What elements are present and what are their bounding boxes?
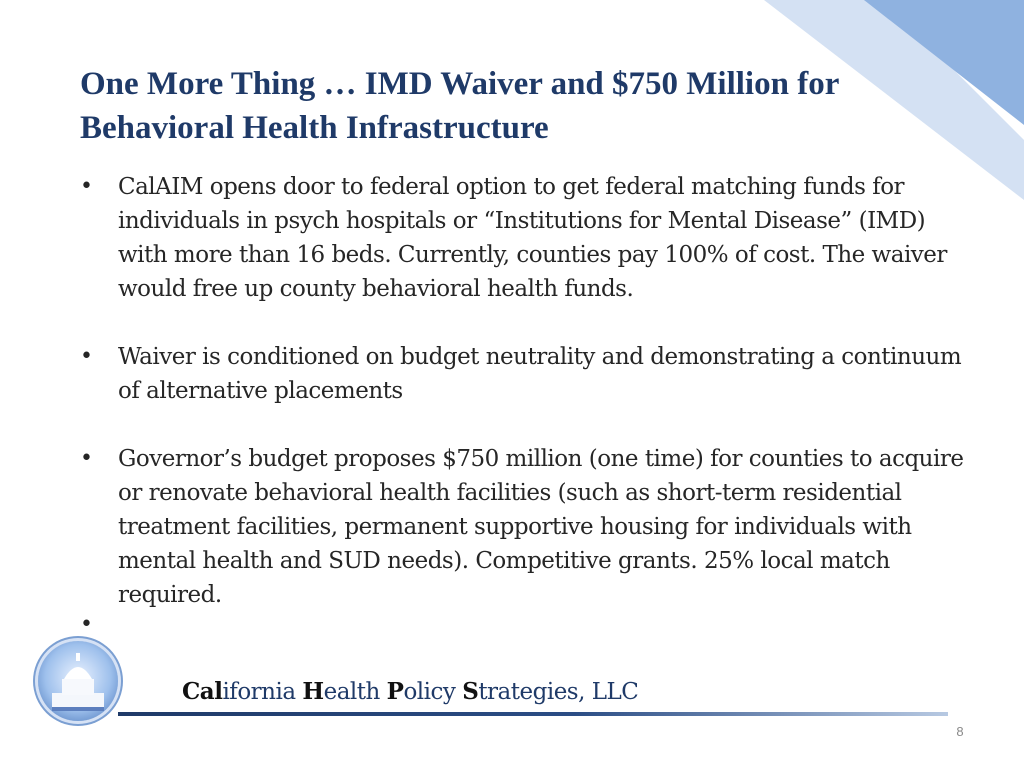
bullet-item bbox=[80, 442, 980, 612]
company-part-rest: ealth bbox=[323, 679, 387, 705]
bullet-dot: • bbox=[80, 174, 93, 199]
company-initial-h: H bbox=[302, 678, 324, 705]
bullet-item bbox=[80, 170, 980, 306]
bullet-text: Waiver is conditioned on budget neutrality and demonstrating a continuum of alternative placements bbox=[118, 344, 962, 404]
company-initial-cal: Cal bbox=[182, 678, 223, 705]
capitol-dome-seal-icon bbox=[38, 641, 118, 721]
capitol-dome-graphic bbox=[38, 641, 118, 721]
company-part-rest: trategies, LLC bbox=[478, 679, 639, 705]
bullet-dot: • bbox=[80, 612, 93, 637]
company-initial-s: S bbox=[462, 678, 479, 705]
bullet-item bbox=[80, 340, 980, 408]
company-initial-p: P bbox=[386, 678, 404, 705]
company-part-rest: olicy bbox=[403, 679, 463, 705]
bullet-list bbox=[80, 170, 980, 646]
bullet-dot: • bbox=[80, 344, 93, 369]
company-name bbox=[182, 678, 638, 705]
slide-title: One More Thing … IMD Waiver and $750 Million for Behavioral Health Infrastructure bbox=[80, 66, 839, 146]
footer-rule bbox=[118, 712, 948, 716]
bullet-dot: • bbox=[80, 446, 93, 471]
bullet-text: CalAIM opens door to federal option to get federal matching funds for individuals in psych hospitals or “Institutions for Mental Disease” (IMD) with more than 16 beds. Currently, counties pay 100% of cost. The waiver would free up county behavioral health funds. bbox=[118, 174, 947, 302]
company-part-rest: ifornia bbox=[222, 679, 303, 705]
bullet-text: Governor’s budget proposes $750 million (one time) for counties to acquire or renovate behavioral health facilities (such as short-term residential treatment facilities, permanent supportive housing for individuals with mental health and SUD needs). Competitive grants. 25% local match required. bbox=[118, 446, 964, 608]
page-number: 8 bbox=[956, 724, 964, 739]
empty-bullet bbox=[80, 612, 100, 642]
